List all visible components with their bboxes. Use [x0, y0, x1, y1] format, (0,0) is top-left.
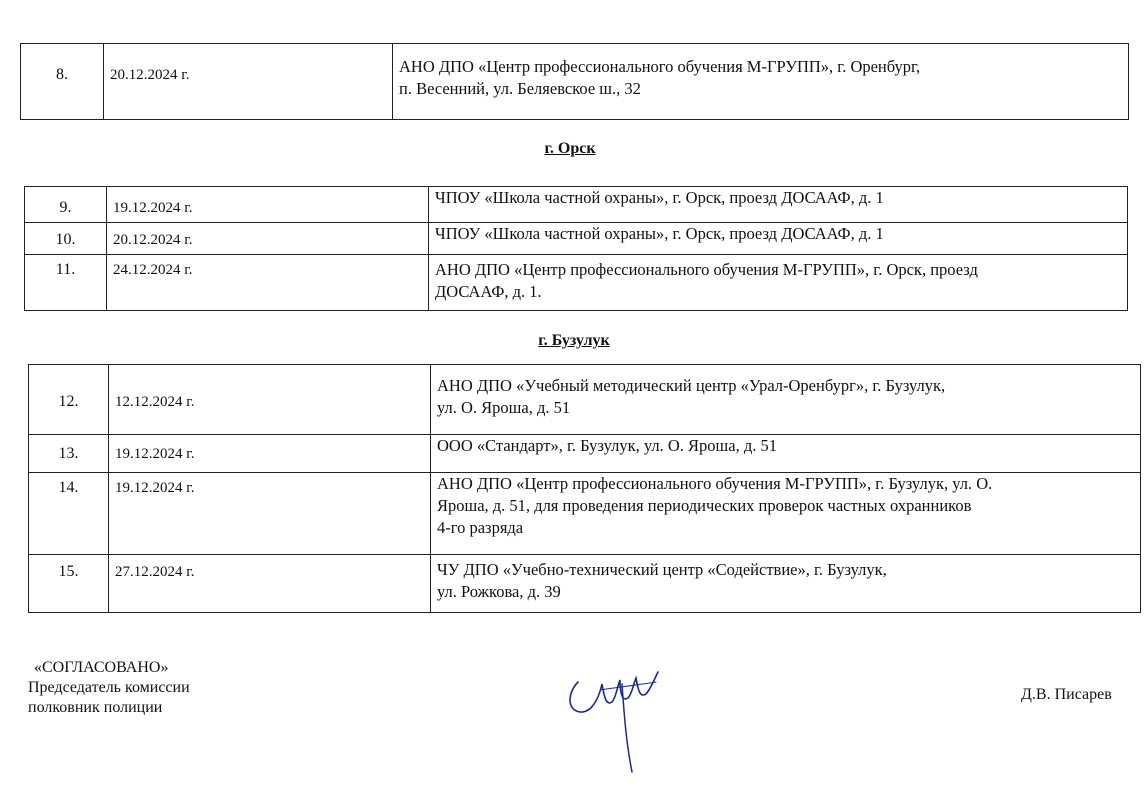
row-date: 19.12.2024 г.: [109, 473, 431, 555]
org-line: ул. Рожкова, д. 39: [437, 582, 561, 601]
row-organization: [431, 365, 1141, 435]
org-line: 4-го разряда: [437, 518, 524, 537]
signer-name: Д.В. Писарев: [1021, 686, 1112, 703]
org-line: Ярошa, д. 51, для проведения периодических проверок частных охранников: [437, 496, 972, 515]
row-date: 20.12.2024 г.: [107, 223, 429, 255]
handwritten-signature: [560, 662, 670, 777]
table-row: [25, 223, 1128, 255]
org-line: АНО ДПО «Учебный методический центр «Урал-Оренбург», г. Бузулук,: [437, 376, 946, 395]
row-number: 8.: [21, 44, 104, 120]
row-date: 12.12.2024 г.: [109, 365, 431, 435]
row-organization: [431, 435, 1141, 473]
org-line: АНО ДПО «Центр профессионального обучения М-ГРУПП», г. Орск, проезд: [435, 260, 978, 279]
row-organization: [429, 255, 1128, 311]
org-line: АНО ДПО «Центр профессионального обучения М-ГРУПП», г. Оренбург,: [399, 57, 921, 76]
table-row: [29, 365, 1141, 435]
org-line: ДОСААФ, д. 1.: [435, 282, 542, 301]
row-organization: [431, 473, 1141, 555]
table-row: [29, 555, 1141, 613]
org-line: ЧПОУ «Школа частной охраны», г. Орск, проезд ДОСААФ, д. 1: [435, 188, 884, 207]
row-number: 14.: [29, 473, 109, 555]
table-row: [21, 44, 1129, 120]
approval-rank: полковник полиции: [28, 699, 163, 716]
row-date: 19.12.2024 г.: [109, 435, 431, 473]
row-number: 9.: [25, 187, 107, 223]
row-organization: [429, 187, 1128, 223]
bleed-through: ⠀: [230, 65, 241, 80]
row-number: 15.: [29, 555, 109, 613]
row-number: 12.: [29, 365, 109, 435]
row-date: 19.12.2024 г.: [107, 187, 429, 223]
org-line: ЧПОУ «Школа частной охраны», г. Орск, проезд ДОСААФ, д. 1: [435, 224, 884, 243]
table-row: [29, 473, 1141, 555]
row-organization: [393, 44, 1129, 120]
approval-position: Председатель комиссии: [28, 679, 190, 696]
schedule-table-buzuluk: [28, 364, 1141, 613]
approval-block: [28, 658, 190, 718]
org-line: АНО ДПО «Центр профессионального обучения М-ГРУПП», г. Бузулук, ул. О.: [437, 474, 993, 493]
row-number: 13.: [29, 435, 109, 473]
row-number: 10.: [25, 223, 107, 255]
row-date: 24.12.2024 г.: [107, 255, 429, 311]
org-line: п. Весенний, ул. Беляевское ш., 32: [399, 79, 641, 98]
schedule-table-orsk: [24, 186, 1128, 311]
table-row: [29, 435, 1141, 473]
row-number: 11.: [25, 255, 107, 311]
table-row: [25, 255, 1128, 311]
org-line: ООО «Стандарт», г. Бузулук, ул. О. Яроша, д. 51: [437, 436, 777, 455]
table-row: [25, 187, 1128, 223]
approval-title: «СОГЛАСОВАНО»: [34, 659, 169, 676]
section-heading-orsk: г. Орск: [544, 140, 596, 157]
org-line: ЧУ ДПО «Учебно-технический центр «Содействие», г. Бузулук,: [437, 560, 887, 579]
row-organization: [431, 555, 1141, 613]
row-date: 20.12.2024 г.: [104, 44, 393, 120]
schedule-table-orenburg: [20, 43, 1129, 120]
section-heading-buzuluk: г. Бузулук: [538, 332, 610, 349]
org-line: ул. О. Яроша, д. 51: [437, 398, 571, 417]
row-date: 27.12.2024 г.: [109, 555, 431, 613]
row-organization: [429, 223, 1128, 255]
